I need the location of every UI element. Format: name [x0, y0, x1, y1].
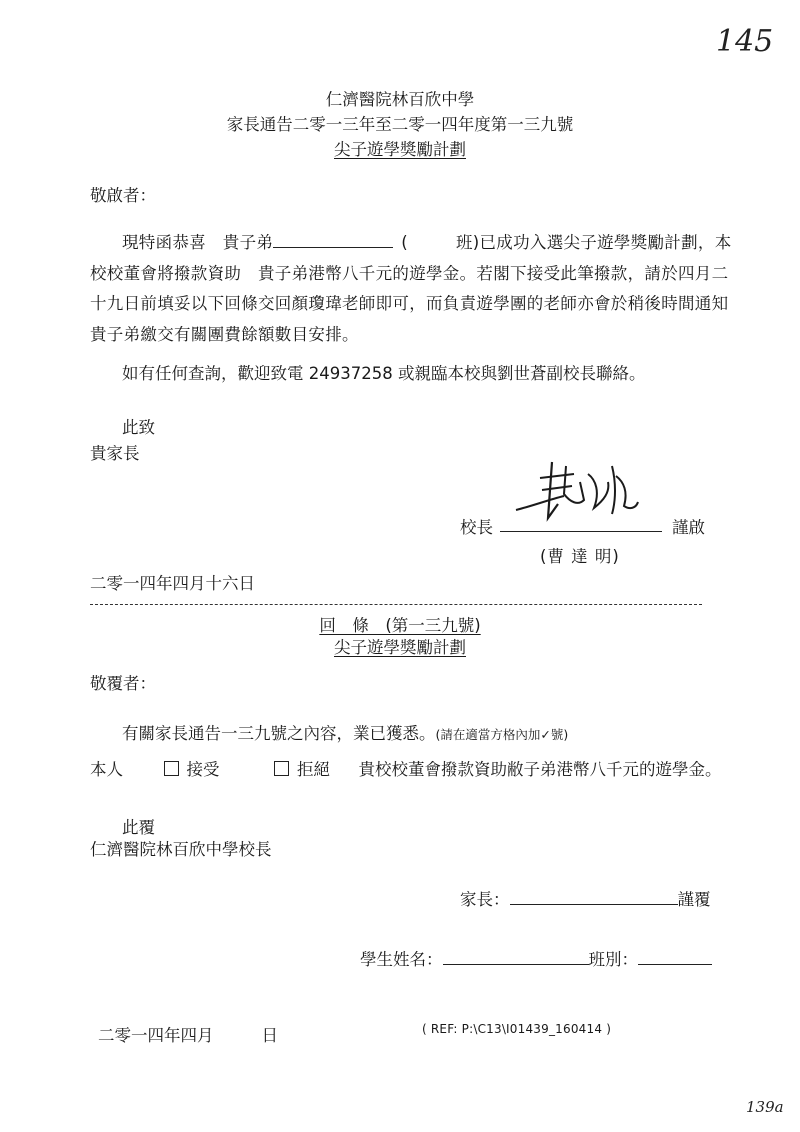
reply-date-day: 日 [261, 1026, 278, 1045]
self-label: 本人 [90, 760, 123, 779]
reply-date-text: 二零一四年四月 [98, 1026, 214, 1045]
ack-note: (請在適當方格內加✓號) [435, 727, 569, 742]
ack-text: 有關家長通告一三九號之內容，業已獲悉。 [122, 724, 436, 743]
reply-title: 回 條 (第一三九號) [319, 616, 481, 635]
closing-line-2: 貴家長 [90, 444, 140, 463]
p1-line3: 十九日前填妥以下回條交回顏瓊瑋老師即可，而負責遊學團的老師亦會於稍後時間通知 [90, 294, 729, 313]
reply-closing-1: 此覆 [122, 818, 155, 837]
notice-number: 家長通告二零一三年至二零一四年度第一三九號 [226, 115, 574, 134]
p1-line1-start: 現特函恭喜 貴子弟 [122, 233, 274, 252]
principal-name: (曹 達 明) [540, 547, 620, 566]
tear-off-line [90, 604, 702, 605]
class-field[interactable] [638, 948, 712, 965]
p1-line1-end: 班)已成功入選尖子遊學獎勵計劃，本 [455, 233, 732, 252]
class-blank [273, 231, 393, 248]
paragraph-1 [90, 228, 732, 350]
parent-label: 家長： [460, 890, 510, 909]
reply-scheme: 尖子遊學獎勵計劃 [334, 638, 466, 657]
option-text: 貴校校董會撥款資助敝子弟港幣八千元的遊學金。 [358, 760, 722, 779]
parent-signature-row [460, 886, 711, 910]
reject-checkbox[interactable] [274, 761, 289, 776]
class-label: 班別： [588, 950, 638, 969]
reply-acknowledgement [122, 720, 568, 744]
reference-code: ( REF: P:\C13\I01439_160414 ) [422, 1022, 612, 1036]
student-row [360, 946, 712, 970]
principal-signature [512, 452, 642, 534]
student-name-label: 學生姓名： [360, 950, 443, 969]
reply-salutation: 敬覆者： [90, 674, 156, 693]
decision-row [90, 756, 722, 780]
student-name-field[interactable] [443, 948, 589, 965]
paragraph-2: 如有任何查詢，歡迎致電 24937258 或親臨本校與劉世蒼副校長聯絡。 [122, 364, 646, 383]
accept-option[interactable] [164, 760, 220, 779]
accept-checkbox[interactable] [164, 761, 179, 776]
scheme-title: 尖子遊學獎勵計劃 [334, 140, 466, 159]
school-name: 仁濟醫院林百欣中學 [325, 90, 475, 109]
reply-closing-2: 仁濟醫院林百欣中學校長 [90, 840, 272, 859]
p1-line2: 校校董會將撥款資助 貴子弟港幣八千元的遊學金。若閣下接受此筆撥款，請於四月二 [90, 263, 729, 283]
principal-label: 校長 [460, 518, 493, 537]
letter-date: 二零一四年四月十六日 [90, 574, 255, 593]
handwritten-page-number: 145 [716, 24, 774, 59]
reject-label: 拒絕 [297, 760, 330, 779]
p1-line4: 貴子弟繳交有關團費餘額數目安排。 [90, 324, 359, 344]
reject-option[interactable] [274, 760, 330, 779]
parent-closing: 謹覆 [677, 890, 711, 909]
reply-date [98, 1022, 278, 1046]
handwritten-footer-mark: 139a [746, 1098, 784, 1116]
accept-label: 接受 [186, 760, 220, 779]
salutation: 敬啟者： [90, 186, 156, 205]
principal-closing: 謹啟 [672, 518, 705, 537]
closing-line-1: 此致 [122, 418, 155, 437]
p1-paren: ( [401, 233, 408, 252]
parent-signature-field[interactable] [510, 888, 678, 905]
